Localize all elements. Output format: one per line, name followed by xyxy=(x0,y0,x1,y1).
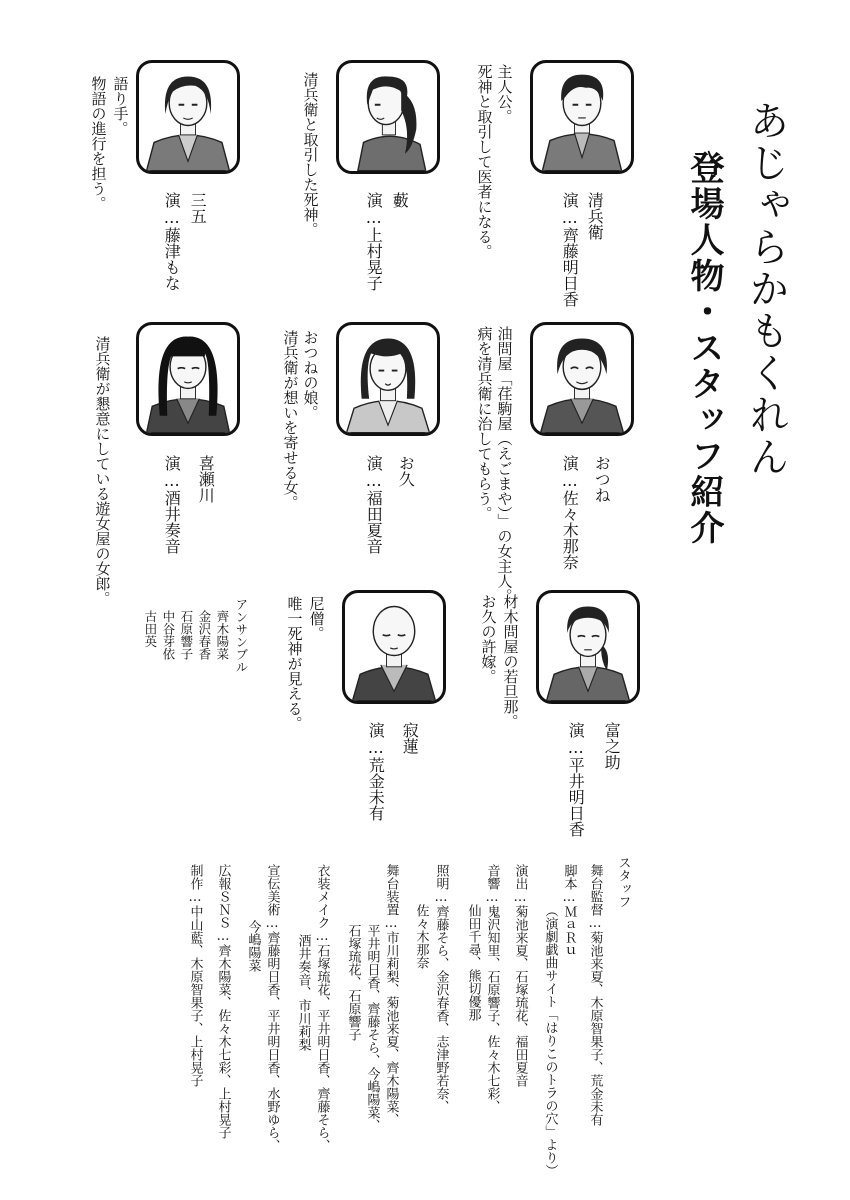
character-desc-tominosuke-1: 材木問屋の若旦那。 xyxy=(501,594,520,729)
jakuren-illustration xyxy=(345,593,443,701)
portrait-tominosuke xyxy=(536,590,640,704)
character-desc-seibei-2: 死神と取引して医者になる。 xyxy=(475,64,494,259)
staff-line: 舞台監督…菊池来夏、木原智果子、荒金未有 xyxy=(587,864,603,1126)
portrait-jakuren xyxy=(342,590,446,704)
staff-line: 仙田千尋、熊切優那 xyxy=(465,904,481,1021)
character-desc-ohisa-1: おつねの娘。 xyxy=(301,330,320,420)
ensemble-member: 金沢春香 xyxy=(196,610,212,660)
character-name-jakuren: 寂蓮 xyxy=(400,722,420,754)
character-name-otsune: おつね xyxy=(592,455,612,503)
character-name-tominosuke: 富之助 xyxy=(602,722,622,770)
staff-line: 制作…中山藍、木原智果子、上村晃子 xyxy=(187,864,203,1087)
ensemble-label: アンサンブル xyxy=(233,598,249,673)
character-desc-yabu-1: 清兵衛と取引した死神。 xyxy=(301,72,320,237)
character-actor-otsune: 演…佐々木那奈 xyxy=(560,455,580,570)
staff-line: 照明…齊藤そら、金沢春香、志津野若奈、 xyxy=(433,864,449,1113)
ensemble-member: 古田英 xyxy=(142,610,158,648)
ensemble-member: 石原響子 xyxy=(178,610,194,660)
page-title: あじゃらかもくれん xyxy=(743,100,789,478)
portrait-kisegawa xyxy=(136,322,240,436)
staff-line: （演劇戯曲サイト「はりこのトラの穴」より） xyxy=(542,904,558,1177)
staff-line: 平井明日香、齊藤そら、今嶋陽菜、 xyxy=(364,924,380,1132)
portrait-ohisa xyxy=(336,322,440,436)
character-desc-jakuren-2: 唯一死神が見える。 xyxy=(285,596,304,731)
portrait-otsune xyxy=(530,322,634,436)
page-subtitle: 登場人物・スタッフ紹介 xyxy=(684,150,724,546)
character-actor-sango: 演…藤津もな xyxy=(162,192,182,291)
staff-line: 脚本…ＭａＲｕ xyxy=(561,864,577,957)
kisegawa-illustration xyxy=(139,325,237,433)
character-desc-ohisa-2: 清兵衛が想いを寄せる女。 xyxy=(281,330,300,510)
tominosuke-illustration xyxy=(539,593,637,701)
character-desc-kisegawa-1: 清兵衛が懇意にしている遊女屋の女郎。 xyxy=(93,336,112,606)
character-actor-ohisa: 演…福田夏音 xyxy=(364,455,384,554)
ohisa-illustration xyxy=(339,325,437,433)
portrait-seibei xyxy=(530,60,634,174)
staff-line: 宣伝美術…齊藤明日香、平井明日香、水野ゆら、 xyxy=(264,864,280,1152)
character-name-yabu: 藪 xyxy=(390,192,410,208)
staff-line: 石塚琉花、石原響子 xyxy=(345,924,361,1041)
staff-line: 酒井奏音、市川莉梨 xyxy=(295,934,311,1051)
character-name-ohisa: お久 xyxy=(396,455,416,487)
character-desc-sango-2: 物語の進行を担う。 xyxy=(89,76,108,211)
character-desc-otsune-1: 油問屋「荏駒屋（えごまや）」の女主人。 xyxy=(495,326,514,604)
character-desc-tominosuke-2: お久の許嫁。 xyxy=(479,594,498,684)
ensemble-member: 齊木陽菜 xyxy=(214,610,230,660)
staff-line: 佐々木那奈 xyxy=(413,904,429,969)
staff-line: 舞台装置…市川莉梨、菊池来夏、齊木陽菜、 xyxy=(383,864,399,1126)
staff-line: 演出…菊池来夏、石塚琉花、福田夏音 xyxy=(512,864,528,1087)
character-name-sango: 三五 xyxy=(188,192,208,224)
character-actor-yabu: 演…上村晃子 xyxy=(364,192,384,291)
staff-line: 広報ＳＮＳ…齊木陽菜、佐々木七彩、上村晃子 xyxy=(215,864,231,1139)
portrait-yabu xyxy=(336,60,440,174)
ensemble-member: 中谷芽依 xyxy=(160,610,176,660)
seibei-illustration xyxy=(533,63,631,171)
character-actor-tominosuke: 演…平井明日香 xyxy=(566,722,586,837)
character-name-seibei: 清兵衛 xyxy=(585,192,605,240)
character-name-kisegawa: 喜瀬川 xyxy=(196,455,216,503)
sango-illustration xyxy=(139,63,237,171)
character-desc-sango-1: 語り手。 xyxy=(111,76,130,136)
character-actor-seibei: 演…齊藤明日香 xyxy=(560,192,580,307)
staff-line: 音響…鬼沢知里、石原響子、佐々木七彩、 xyxy=(484,864,500,1113)
otsune-illustration xyxy=(533,325,631,433)
staff-line: 今嶋陽菜 xyxy=(245,920,261,972)
yabu-illustration xyxy=(339,63,437,171)
character-actor-jakuren: 演…荒金未有 xyxy=(366,722,386,821)
character-actor-kisegawa: 演…酒井奏音 xyxy=(162,455,182,554)
staff-heading: スタッフ xyxy=(615,856,631,908)
portrait-sango xyxy=(136,60,240,174)
staff-line: 衣装メイク…石塚琉花、平井明日香、齊藤そら、 xyxy=(314,864,330,1152)
character-desc-jakuren-1: 尼僧。 xyxy=(307,596,326,641)
character-desc-seibei-1: 主人公。 xyxy=(495,64,514,124)
character-desc-otsune-2: 病を清兵衛に治してもらう。 xyxy=(475,326,494,521)
